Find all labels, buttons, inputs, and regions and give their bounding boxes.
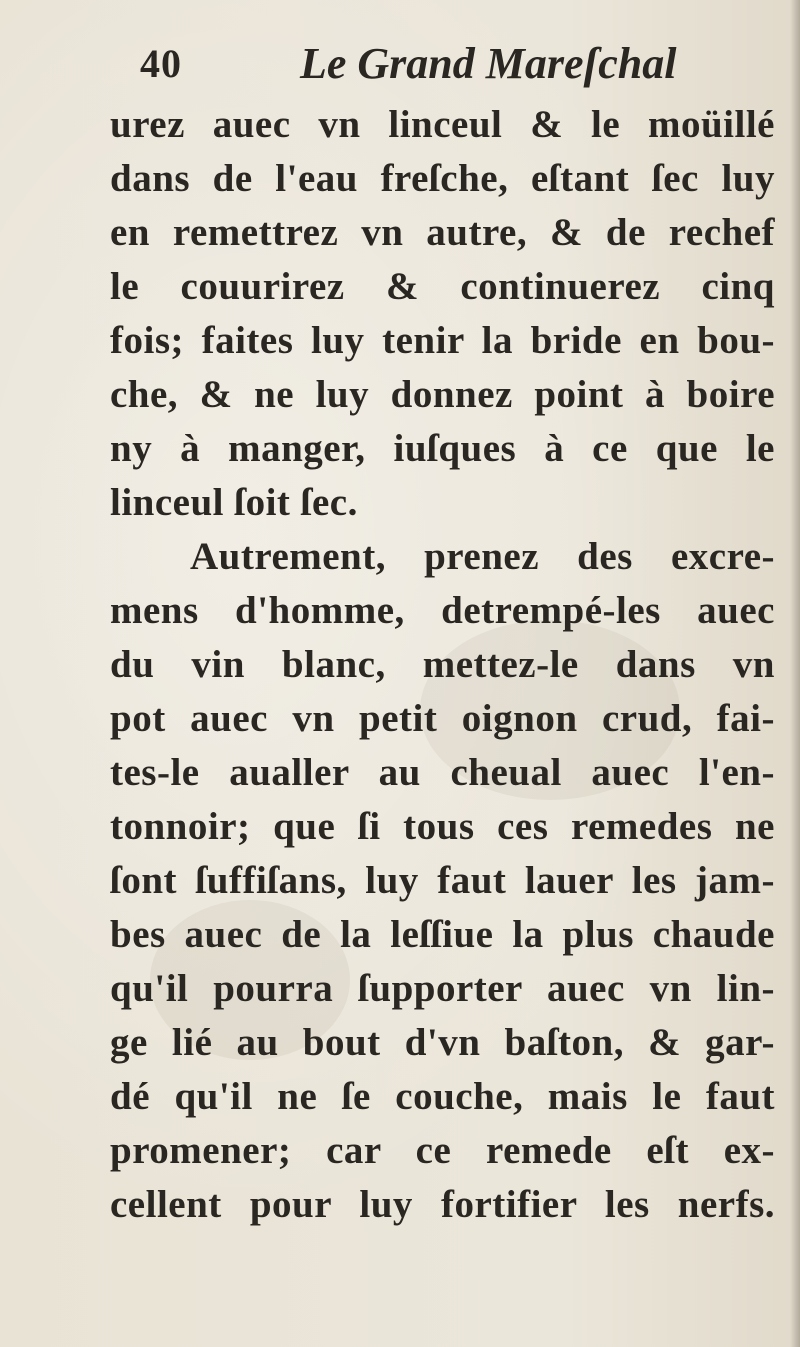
text-line: le couurirez & continuerez cinq bbox=[110, 265, 775, 308]
text-line: ge lié au bout d'vn baſton, & gar- bbox=[110, 1021, 775, 1064]
text-line: che, & ne luy donnez point à boire bbox=[110, 373, 775, 416]
text-line: dans de l'eau freſche, eſtant ſec luy bbox=[110, 157, 775, 200]
paragraph-start-line: Autrement, prenez des excre- bbox=[190, 535, 775, 578]
text-line: cellent pour luy fortifier les nerfs. bbox=[110, 1183, 775, 1226]
text-line: qu'il pourra ſupporter auec vn lin- bbox=[110, 967, 775, 1010]
running-title: Le Grand Mareſchal bbox=[300, 39, 677, 88]
text-line: tonnoir; que ſi tous ces remedes ne bbox=[110, 805, 775, 848]
text-line: tes-le aualler au cheual auec l'en- bbox=[110, 751, 775, 794]
text-line: en remettrez vn autre, & de rechef bbox=[110, 211, 775, 254]
page-header bbox=[140, 40, 680, 100]
text-line: linceul ſoit ſec. bbox=[110, 481, 358, 524]
text-line: dé qu'il ne ſe couche, mais le faut bbox=[110, 1075, 775, 1118]
text-line: ny à manger, iuſques à ce que le bbox=[110, 427, 775, 470]
page-edge-shadow bbox=[790, 0, 800, 1347]
page-number: 40 bbox=[140, 41, 182, 86]
text-line: mens d'homme, detrempé-les auec bbox=[110, 589, 775, 632]
text-line: pot auec vn petit oignon crud, fai- bbox=[110, 697, 775, 740]
text-line: ſont ſuffiſans, luy faut lauer les jam- bbox=[110, 859, 775, 902]
text-line: bes auec de la leſſiue la plus chaude bbox=[110, 913, 775, 956]
text-line: urez auec vn linceul & le moüillé bbox=[110, 103, 775, 146]
body-text bbox=[110, 98, 775, 1232]
text-line: du vin blanc, mettez-le dans vn bbox=[110, 643, 775, 686]
text-line: promener; car ce remede eſt ex- bbox=[110, 1129, 775, 1172]
text-line: fois; faites luy tenir la bride en bou- bbox=[110, 319, 775, 362]
